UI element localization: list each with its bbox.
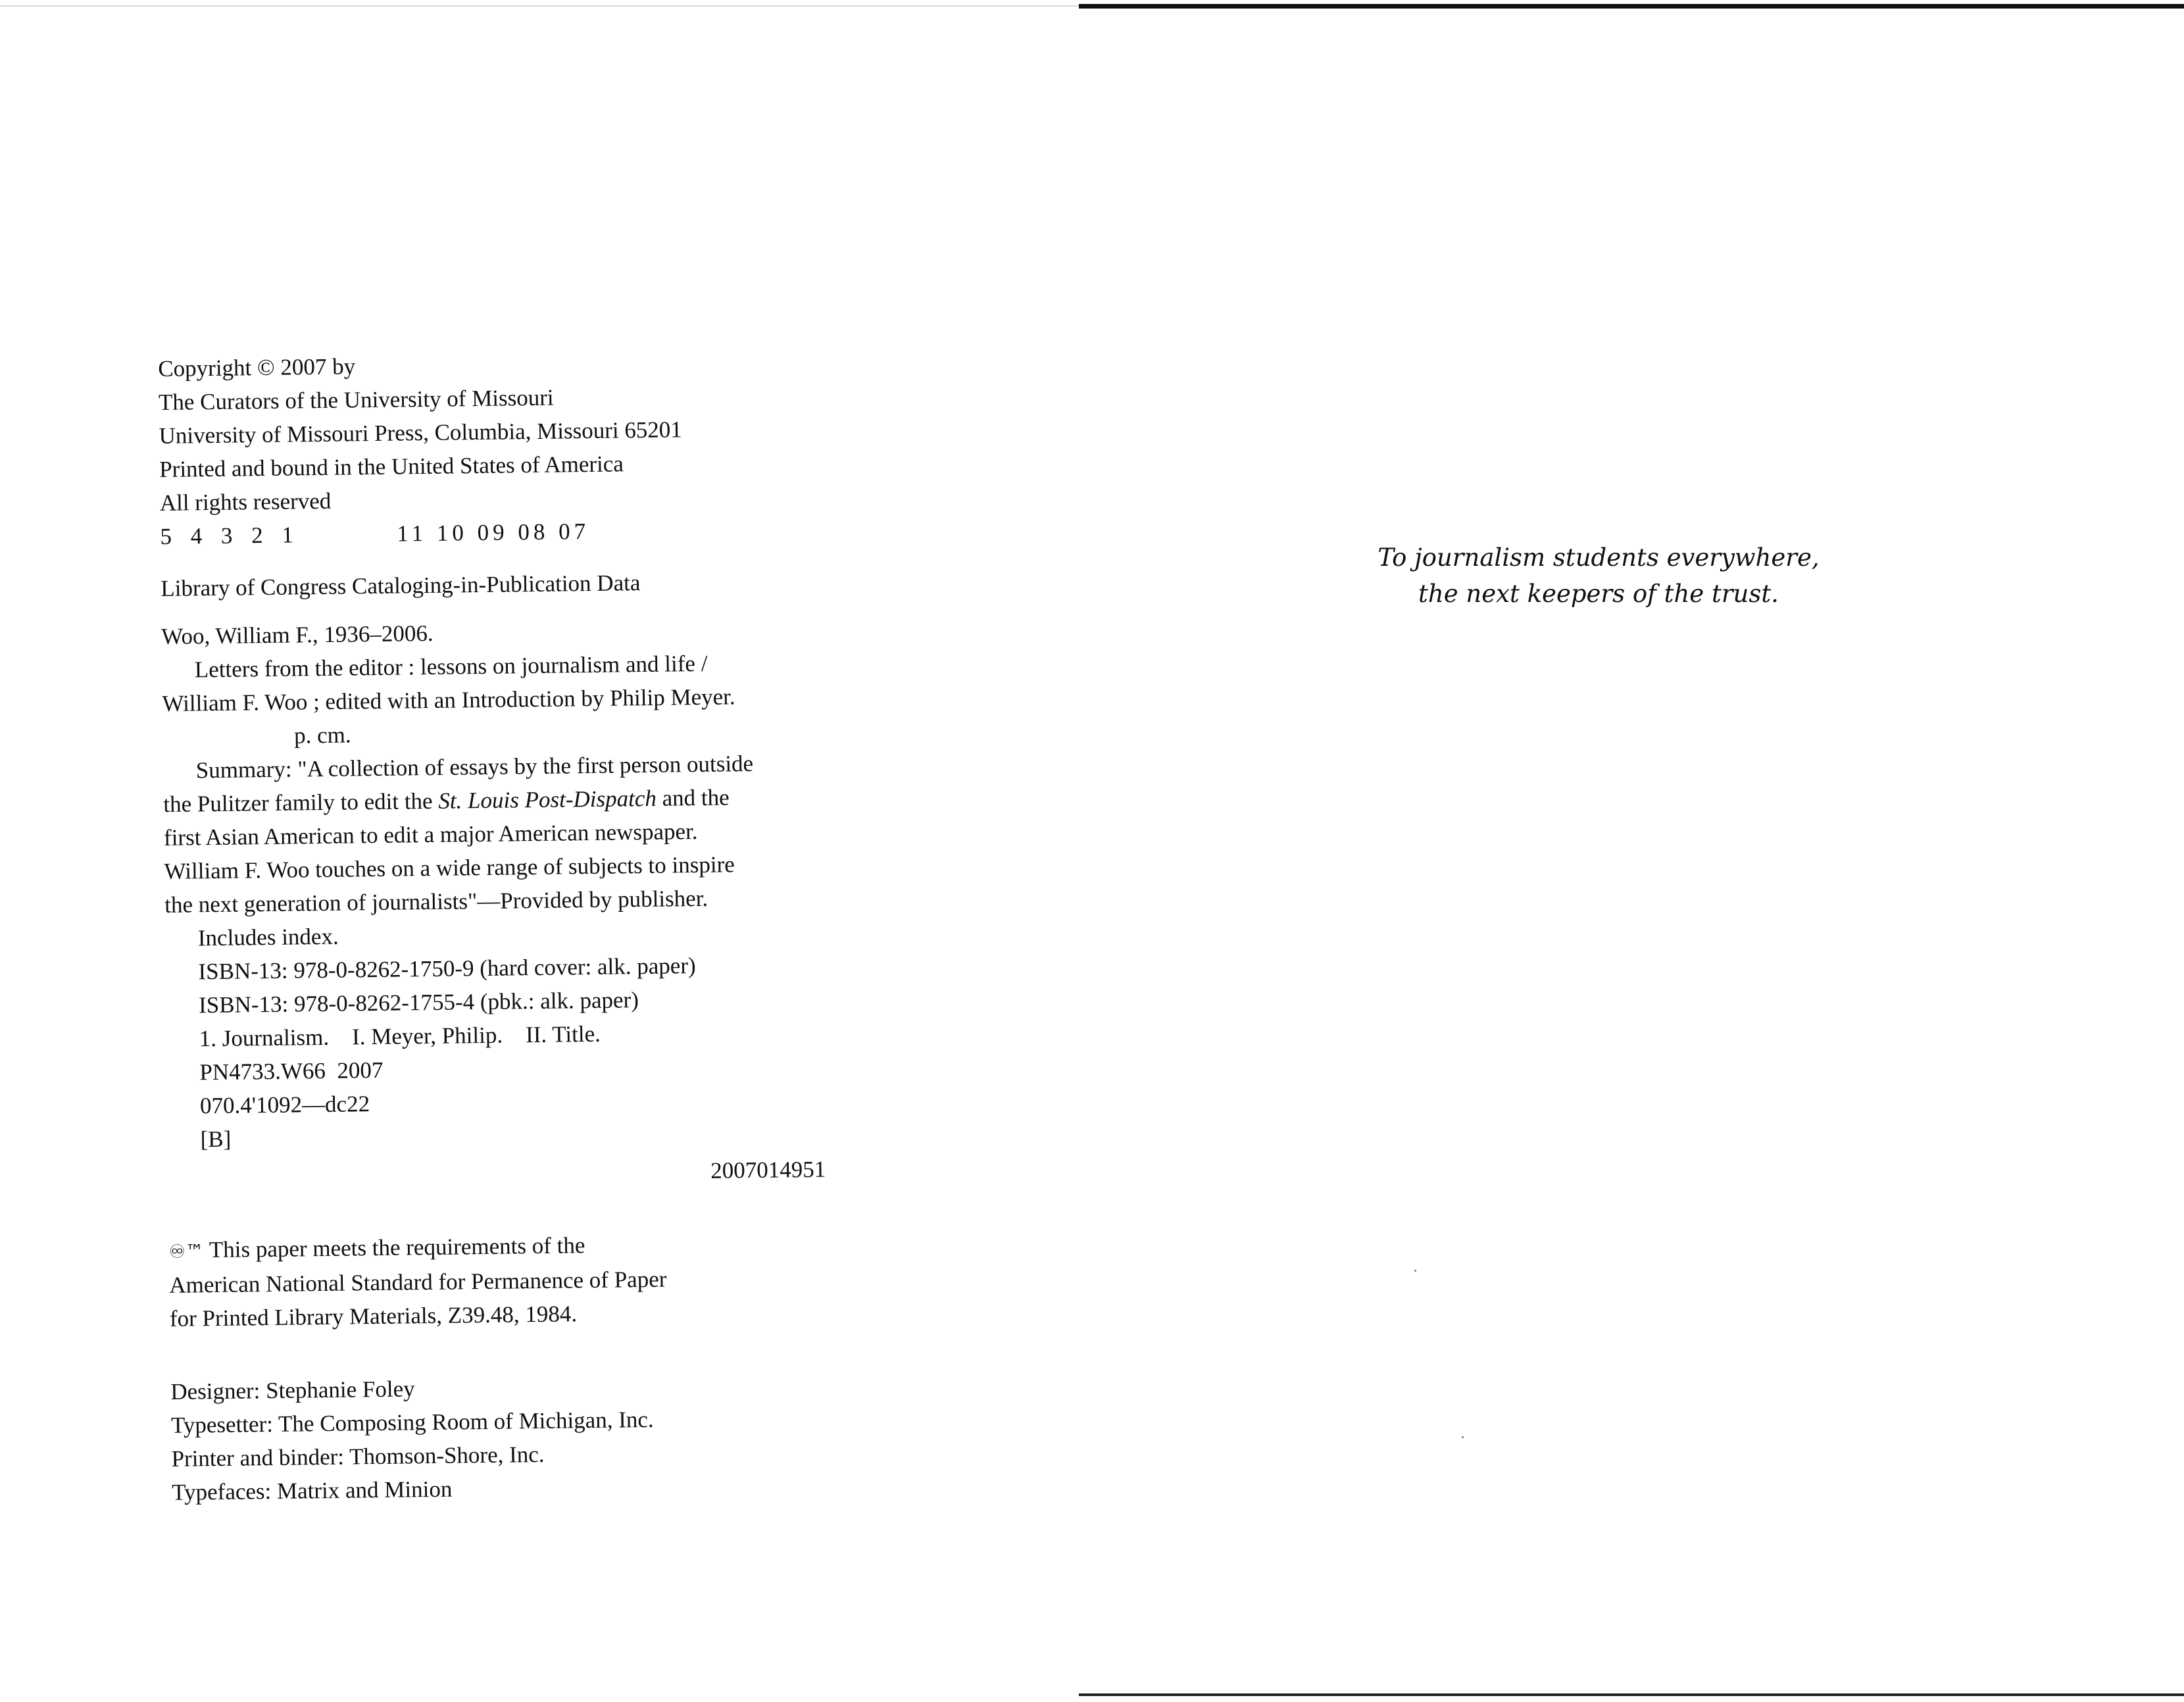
cip-summary-1: Summary: "A collection of essays by the first person outside [195,750,754,784]
scan-edge-left [0,5,1079,7]
copyright-holder: The Curators of the University of Missouri [158,384,554,415]
cip-summary-5: the next generation of journalists"—Provided by publisher. [164,885,708,918]
cip-includes: Includes index. [197,923,339,951]
cip-isbn-1: ISBN-13: 978-0-8262-1750-9 (hard cover: alk. paper) [198,953,696,985]
cip-summary-3: first Asian American to edit a major American newspaper. [163,818,698,851]
scan-speck [1462,1436,1464,1438]
cip-physical: p. cm. [293,722,351,749]
cip-author: Woo, William F., 1936–2006. [161,620,434,649]
copyright-block [158,343,845,553]
cip-isbn-2: ISBN-13: 978-0-8262-1755-4 (pbk.: alk. paper) [198,987,639,1018]
paper-notice [168,1225,854,1336]
cip-heading: Library of Congress Cataloging-in-Publication Data [161,570,641,601]
publisher-address: University of Missouri Press, Columbia, Missouri 65201 [159,416,683,449]
cip-summary-2a: the Pulitzer family to edit the [163,788,439,817]
dedication-line-1: To journalism students everywhere, [1377,543,1820,572]
copyright-line: Copyright © 2007 by [158,353,356,382]
permanence-symbol-icon: ♾™ [168,1240,205,1263]
printing-numbers: 5 4 3 2 1 [160,522,301,549]
credit-printer: Printer and binder: Thomson-Shore, Inc. [171,1441,545,1472]
credit-designer: Designer: Stephanie Foley [170,1376,415,1405]
scan-edge-bottom [1079,1693,2184,1696]
dedication [1368,539,1829,612]
cip-lc-class: PN4733.W66 2007 [199,1057,384,1086]
cip-bracket: [B] [200,1126,232,1153]
production-credits [170,1366,856,1509]
cip-title-1: Letters from the editor : lessons on journalism and life / [194,650,708,683]
printed-in: Printed and bound in the United States of America [159,451,624,482]
credit-typesetter: Typesetter: The Composing Room of Michigan, Inc. [170,1406,654,1438]
newspaper-title: St. Louis Post-Dispatch [438,785,657,814]
dedication-line-2: the next keepers of the trust. [1418,580,1779,608]
rights-reserved: All rights reserved [159,488,332,516]
cip-control-number: 2007014951 [710,1156,826,1184]
copyright-page [158,343,856,1509]
cip-summary-4: William F. Woo touches on a wide range of subjects to inspire [164,851,735,884]
cip-title-2: William F. Woo ; edited with an Introduction by Philip Meyer. [162,684,735,716]
cip-block [161,563,852,1194]
cip-subjects: 1. Journalism. I. Meyer, Philip. II. Title. [199,1020,601,1052]
cip-dewey: 070.4'1092—dc22 [199,1091,370,1119]
scan-edge-top [1079,4,2184,9]
credit-typefaces: Typefaces: Matrix and Minion [171,1476,453,1505]
paper-notice-line-3: for Printed Library Materials, Z39.48, 1984. [169,1301,578,1332]
cip-summary-2b: and the [656,784,730,811]
printing-years: 11 10 09 08 07 [397,518,590,547]
paper-notice-text-1: This paper meets the requirements of the [209,1232,585,1263]
paper-notice-line-2: American National Standard for Permanence of Paper [169,1266,667,1298]
scan-speck [1414,1270,1416,1272]
